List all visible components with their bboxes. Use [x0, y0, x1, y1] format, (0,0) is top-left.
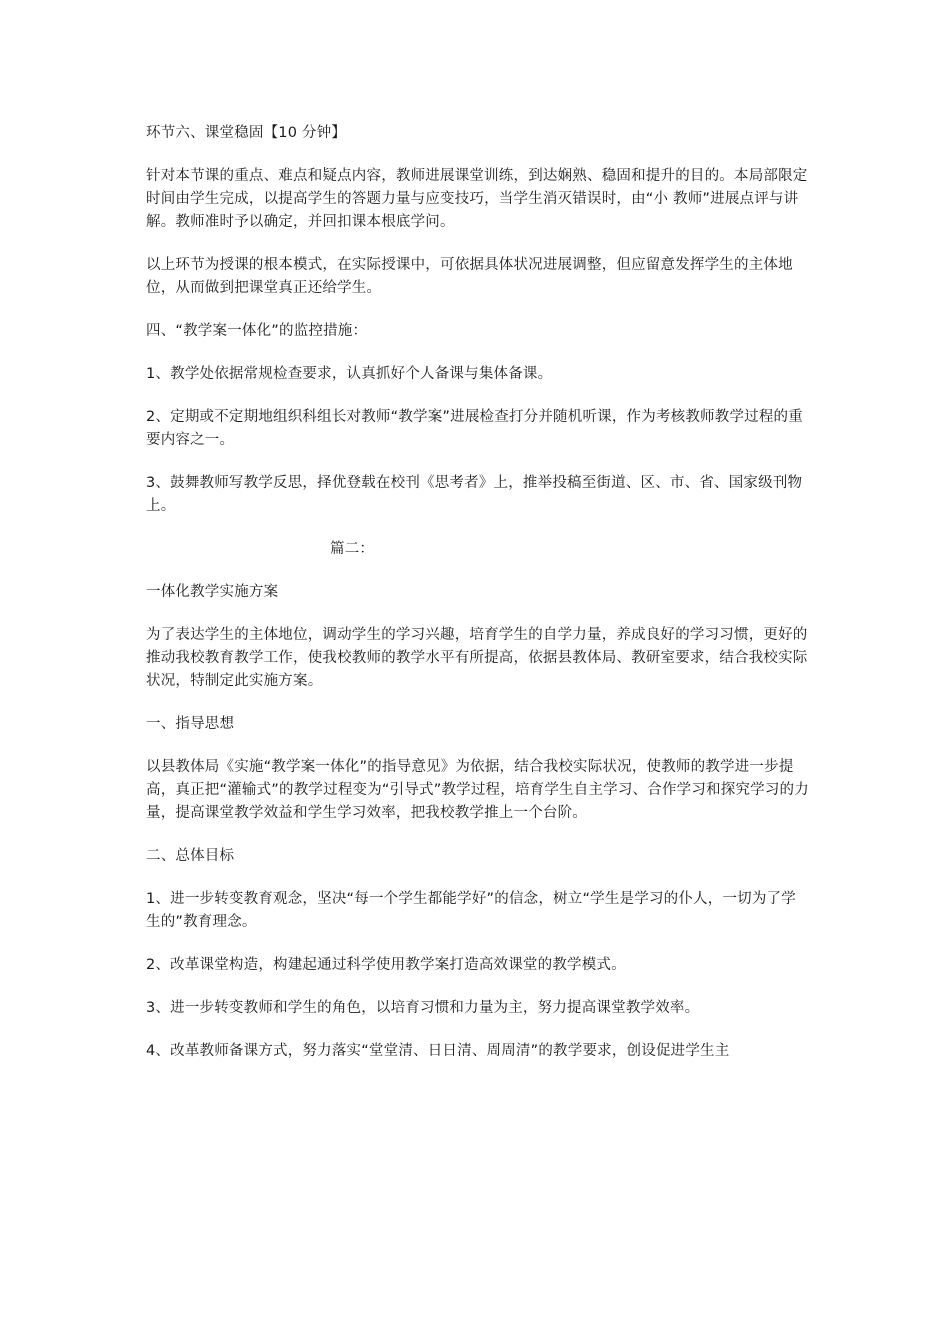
section-heading-monitoring: 四、“教学案一体化”的监控措施：: [146, 323, 368, 339]
section-heading-guiding-ideology: 一、指导思想: [146, 716, 235, 732]
section-heading-step-six: 环节六、课堂稳固【10 分钟】: [146, 125, 347, 141]
list-item-monitoring-2: 2、定期或不定期地组织科组长对教师“教学案”进展检查打分并随机听课，作为考核教师教学过程的重要内容之一。: [146, 409, 803, 448]
paragraph-consolidation: 针对本节课的重点、难点和疑点内容，教师进展课堂训练，到达娴熟、稳固和提升的目的。本局部限定时间由学生完成，以提高学生的答题力量与应变技巧，当学生消灭错误时，由“小 教师”进展点评与讲解。教师准时予以确定，并回扣课本根底学问。: [146, 168, 808, 230]
part-two-heading: 篇二：: [330, 541, 375, 557]
plan-title: 一体化教学实施方案: [146, 584, 279, 600]
list-item-monitoring-1: 1、教学处依据常规检查要求，认真抓好个人备课与集体备课。: [146, 366, 553, 382]
document-body: [146, 122, 810, 1063]
paragraph-teaching-mode: 以上环节为授课的根本模式，在实际授课中，可依据具体状况进展调整，但应留意发挥学生的主体地位，从而做到把课堂真正还给学生。: [146, 257, 793, 296]
list-item-goal-3: 3、进一步转变教师和学生的角色，以培育习惯和力量为主，努力提高课堂教学效率。: [146, 1000, 700, 1016]
list-item-goal-2: 2、改革课堂构造，构建起通过科学使用教学案打造高效课堂的教学模式。: [146, 957, 626, 973]
list-item-monitoring-3: 3、鼓舞教师写教学反思，择优登载在校刊《思考者》上，推举投稿至街道、区、市、省、国家级刊物上。: [146, 475, 803, 514]
paragraph-plan-intro: 为了表达学生的主体地位，调动学生的学习兴趣，培育学生的自学力量，养成良好的学习习惯，更好的推动我校教育教学工作，使我校教师的教学水平有所提高，依据县教体局、教研室要求，结合我校实际状况，特制定此实施方案。: [146, 627, 808, 689]
section-heading-overall-goals: 二、总体目标: [146, 848, 235, 864]
list-item-goal-4: 4、改革教师备课方式，努力落实“堂堂清、日日清、周周清”的教学要求，创设促进学生主: [146, 1043, 730, 1059]
list-item-goal-1: 1、进一步转变教育观念，坚决“每一个学生都能学好”的信念，树立“学生是学习的仆人，一切为了学生的”教育理念。: [146, 891, 796, 930]
paragraph-guiding-ideology: 以县教体局《实施“教学案一体化”的指导意见》为依据，结合我校实际状况，使教师的教学进一步提高，真正把“灌输式”的教学过程变为“引导式”教学过程，培育学生自主学习、合作学习和探究学习的力量，提高课堂教学效益和学生学习效率，把我校教学推上一个台阶。: [146, 759, 809, 821]
